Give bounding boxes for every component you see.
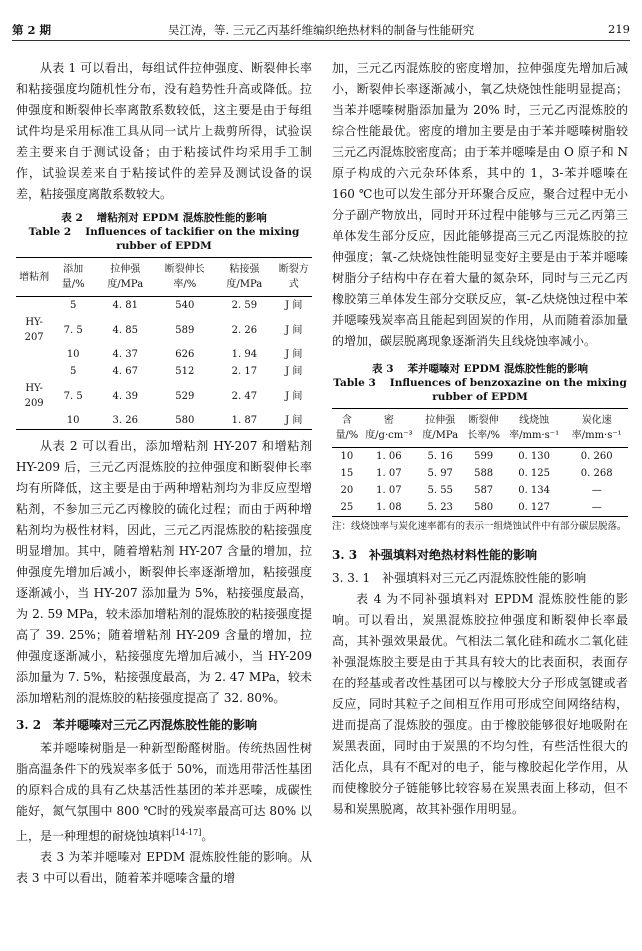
table-cell: 10 <box>340 451 354 462</box>
table3-title-en: Influences of benzoxazine on the mixing rubber of EPDM <box>389 377 627 403</box>
table-cell: 20 <box>340 485 354 496</box>
paragraph-text: 苯并噁嗪树脂是一种新型酚醛树脂。传统热固性树脂高温条件下的残炭率多低于 50%，而选用带活性基团的原料合成的具有乙炔基活性基团的苯并恶嗪，成碳性能好，氮气氛围中 800 ℃时的残炭率最高可达 80% 以上，是一种理想的耐烧蚀填料 <box>16 741 312 843</box>
table-cell: 5. 97 <box>427 468 453 479</box>
table-cell: 0. 260 <box>580 451 613 462</box>
paragraph-text: 。 <box>201 829 214 843</box>
table-cell: J 间 <box>285 390 303 402</box>
issue-label: 第 2 期 <box>12 23 52 37</box>
table-cell <box>16 412 52 430</box>
table-cell: 580 <box>175 415 195 426</box>
table-cell: 5. 55 <box>427 485 453 496</box>
table-cell: 540 <box>175 300 195 311</box>
running-header <box>12 18 630 41</box>
table-cell: 4. 85 <box>112 324 138 336</box>
table-cell: 0. 127 <box>518 502 551 513</box>
section-heading: 3. 3 补强填料对绝热材料性能的影响 <box>332 548 538 562</box>
table-cell: 7. 5 <box>63 390 83 402</box>
table-header: 断裂方式 <box>275 258 312 297</box>
table-cell: 529 <box>175 390 195 402</box>
table-cell: 4. 39 <box>112 390 138 402</box>
table-header: 添加量/% <box>52 258 94 297</box>
table-cell: 10 <box>66 349 80 360</box>
table2-title-en: Influences of tackifier on the mixing rubber of EPDM <box>85 226 300 252</box>
table-cell: 3. 26 <box>112 415 138 426</box>
table-row <box>16 314 312 346</box>
table-cell: 599 <box>474 451 494 462</box>
paragraph: 从表 1 可以看出，每组试件拉伸强度、断裂伸长率和粘接强度均随机性分布，没有趋势性升高或降低。拉伸强度和断裂伸长率离散系数较低，这主要是由于每组试件均是采用标准工具从同一试片上裁剪所得，试验误差主要来自于测试设备；由于粘接试件均采用手工制作，试验误差来自于粘接试件的差异及测试设备的误差，粘接强度离散系数较大。 <box>16 61 312 201</box>
table-cell: J 间 <box>285 366 303 377</box>
table-cell: 1. 87 <box>231 415 258 426</box>
table-cell: 5 <box>69 366 77 377</box>
table-cell: 5. 16 <box>427 451 453 462</box>
table-header: 增粘剂 <box>16 258 52 297</box>
table-cell: 580 <box>474 502 494 513</box>
table-cell: 1. 07 <box>376 468 402 479</box>
section-heading: 3. 2 苯并噁嗪对三元乙丙混炼胶性能的影响 <box>16 718 258 732</box>
table-cell: 0. 134 <box>518 485 551 496</box>
table-cell: 2. 26 <box>231 324 258 336</box>
table-cell: 7. 5 <box>63 324 83 336</box>
table3-note: 注：线烧蚀率与炭化速率都有的表示一组烧蚀试件中有部分碳层脱落。 <box>332 521 627 532</box>
table-header: 炭化速率/mm·s⁻¹ <box>565 409 628 448</box>
table-cell: 10 <box>66 415 80 426</box>
table-row <box>16 380 312 412</box>
table-cell: 589 <box>175 324 195 336</box>
table3-title-cn: 苯并噁嗪对 EPDM 混炼胶性能的影响 <box>407 363 588 375</box>
table-cell: 588 <box>474 468 494 479</box>
table-cell: J 间 <box>285 349 303 360</box>
table-header: 含量/% <box>332 409 362 448</box>
table-cell: 2. 47 <box>231 390 258 402</box>
table-cell: 1. 94 <box>231 349 258 360</box>
right-column <box>332 58 628 820</box>
table2-label-en: Table 2 <box>28 226 72 238</box>
table-header: 拉伸强度/MPa <box>94 258 156 297</box>
table-header: 粘接强度/MPa <box>213 258 275 297</box>
table-header: 拉伸强度/MPa <box>416 409 464 448</box>
table-cell: 2. 17 <box>231 366 258 377</box>
table-cell: J 间 <box>285 324 303 336</box>
table-cell <box>16 297 52 315</box>
subsection-heading: 3. 3. 1 补强填料对三元乙丙混炼胶性能的影响 <box>332 571 587 585</box>
table-cell: 4. 37 <box>112 349 138 360</box>
table-row <box>332 465 628 482</box>
table-cell: 512 <box>175 366 195 377</box>
table-row <box>16 346 312 363</box>
table-cell: 2. 59 <box>231 300 258 311</box>
table-cell: 0. 268 <box>580 468 613 479</box>
table3-caption <box>332 362 628 404</box>
table-cell: 5. 23 <box>427 502 453 513</box>
table-cell: 1. 08 <box>376 502 402 513</box>
left-column <box>16 58 312 889</box>
table3-label: 表 3 <box>372 363 394 375</box>
table-header: 密度/g·cm⁻³ <box>362 409 416 448</box>
table3-label-en: Table 3 <box>333 377 376 389</box>
citation: [14-17] <box>172 828 202 837</box>
table-cell: 4. 67 <box>112 366 138 377</box>
paragraph: 从表 2 可以看出，添加增粘剂 HY-207 和增粘剂 HY-209 后，三元乙丙混炼胶的拉伸强度和断裂伸长率均有所降低，这主要是由于两种增粘剂均为非反应型增粘剂，不参加三元乙丙橡胶的硫化过程；而由于两种增粘剂均为极性材料，因此，三元乙丙混炼胶的粘接强度明显增加。其中，随着增粘剂 HY-207 含量的增加，拉伸强度先增加后减小，断裂伸长率逐渐增加，粘接强度逐渐减小，当 HY-207 添加量为 5%，粘接强度最高，为 2. 59 MPa，较未添加增粘剂的混炼胶的粘接强度提高了 39. 25%；随着增粘剂 HY-209 含量的增加，拉伸强度逐渐减小，粘接强度先增加后减小，当 HY-209 添加量为 7. 5%，粘接强度最高，为 2. 47 MPa，较未添加增粘剂的混炼胶的粘接强度提高了 32. 80%。 <box>16 439 312 705</box>
table-row <box>332 448 628 466</box>
table-cell <box>16 346 52 363</box>
table-cell: HY-209 <box>24 383 44 409</box>
table-cell: J 间 <box>285 300 303 311</box>
table-cell: 0. 130 <box>518 451 551 462</box>
table-cell: 587 <box>474 485 494 496</box>
paragraph: 加，三元乙丙混炼胶的密度增加，拉伸强度先增加后减小，断裂伸长率逐渐减小，氧乙炔烧蚀性能明显提高；当苯并噁嗪树脂添加量为 20% 时，三元乙丙混炼胶的综合性能最优。密度的增加主要是由于苯并噁嗪树脂较三元乙丙混炼胶密度高；由于苯并噁嗪是由 O 原子和 N 原子构成的六元杂环体系，其中的 1，3-苯并噁嗪在 160 ℃也可以发生部分开环聚合反应，聚合过程中无小分子副产物放出，同时开环过程中能够与三元乙丙第三单体发生部分反应，因此能够提高三元乙丙混炼胶的拉伸强度；氧-乙炔烧蚀性能明显变好主要是由于苯并噁嗪树脂分子结构中存在着大量的氮杂环，同时与三元乙丙橡胶第三单体发生部分交联反应，氧-乙炔烧蚀过程中苯并噁嗪残炭率高且能起到固炭的作用，从而随着添加量的增加，碳层脱离现象逐渐消失且线烧蚀率减小。 <box>332 61 628 348</box>
table3 <box>332 408 628 517</box>
table-header: 线烧蚀率/mm·s⁻¹ <box>503 409 566 448</box>
table-cell: J 间 <box>285 415 303 426</box>
table-cell: — <box>591 502 602 513</box>
paragraph: 表 3 为苯并噁嗪对 EPDM 混炼胶性能的影响。从表 3 中可以看出，随着苯并噁嗪含量的增 <box>16 850 312 885</box>
table-row <box>16 297 312 315</box>
table-cell: 15 <box>340 468 354 479</box>
table-cell: 1. 06 <box>376 451 402 462</box>
table-header: 断裂伸长率/% <box>156 258 213 297</box>
table-row <box>332 499 628 517</box>
table-cell: 4. 81 <box>112 300 138 311</box>
table-cell: 5 <box>69 300 77 311</box>
table-row <box>16 412 312 430</box>
table2-title-cn: 增粘剂对 EPDM 混炼胶性能的影响 <box>96 212 267 224</box>
table-cell: 626 <box>175 349 195 360</box>
table-cell <box>16 363 52 380</box>
paragraph <box>16 738 312 847</box>
page-number: 219 <box>608 22 630 36</box>
table-header: 断裂伸长率/% <box>464 409 502 448</box>
table-cell: 25 <box>340 502 354 513</box>
table2-caption <box>16 211 312 253</box>
table-cell: 1. 07 <box>376 485 402 496</box>
paragraph: 表 4 为不同补强填料对 EPDM 混炼胶性能的影响。可以看出，炭黑混炼胶拉伸强度和断裂伸长率最高，其补强效果最优。气相法二氧化硅和疏水二氧化硅补强混炼胶主要是由于其具有较大的比表面积，表面存在的羟基或者改性基团可以与橡胶大分子形成氢键或者反应，同时其粒子之间相互作用可形成空间网络结构，进而提高了混炼胶的强度。由于橡胶能够很好地吸附在炭黑表面，同时由于炭黑的不均匀性，有些活性很大的活化点，具有不配对的电子，能与橡胶起化学作用，从而使橡胶分子链能够比较容易在炭黑表面上移动，但不易和炭黑脱离，故其补强作用明显。 <box>332 592 628 816</box>
table-cell: 0. 125 <box>518 468 551 479</box>
running-title: 吴江涛，等. 三元乙丙基纤维编织绝热材料的制备与性能研究 <box>167 23 475 37</box>
table2-label: 表 2 <box>61 212 83 224</box>
table2 <box>16 257 312 430</box>
table-cell: — <box>591 485 602 496</box>
table-row <box>332 482 628 499</box>
table-row <box>16 363 312 380</box>
table-cell: HY-207 <box>24 317 44 343</box>
